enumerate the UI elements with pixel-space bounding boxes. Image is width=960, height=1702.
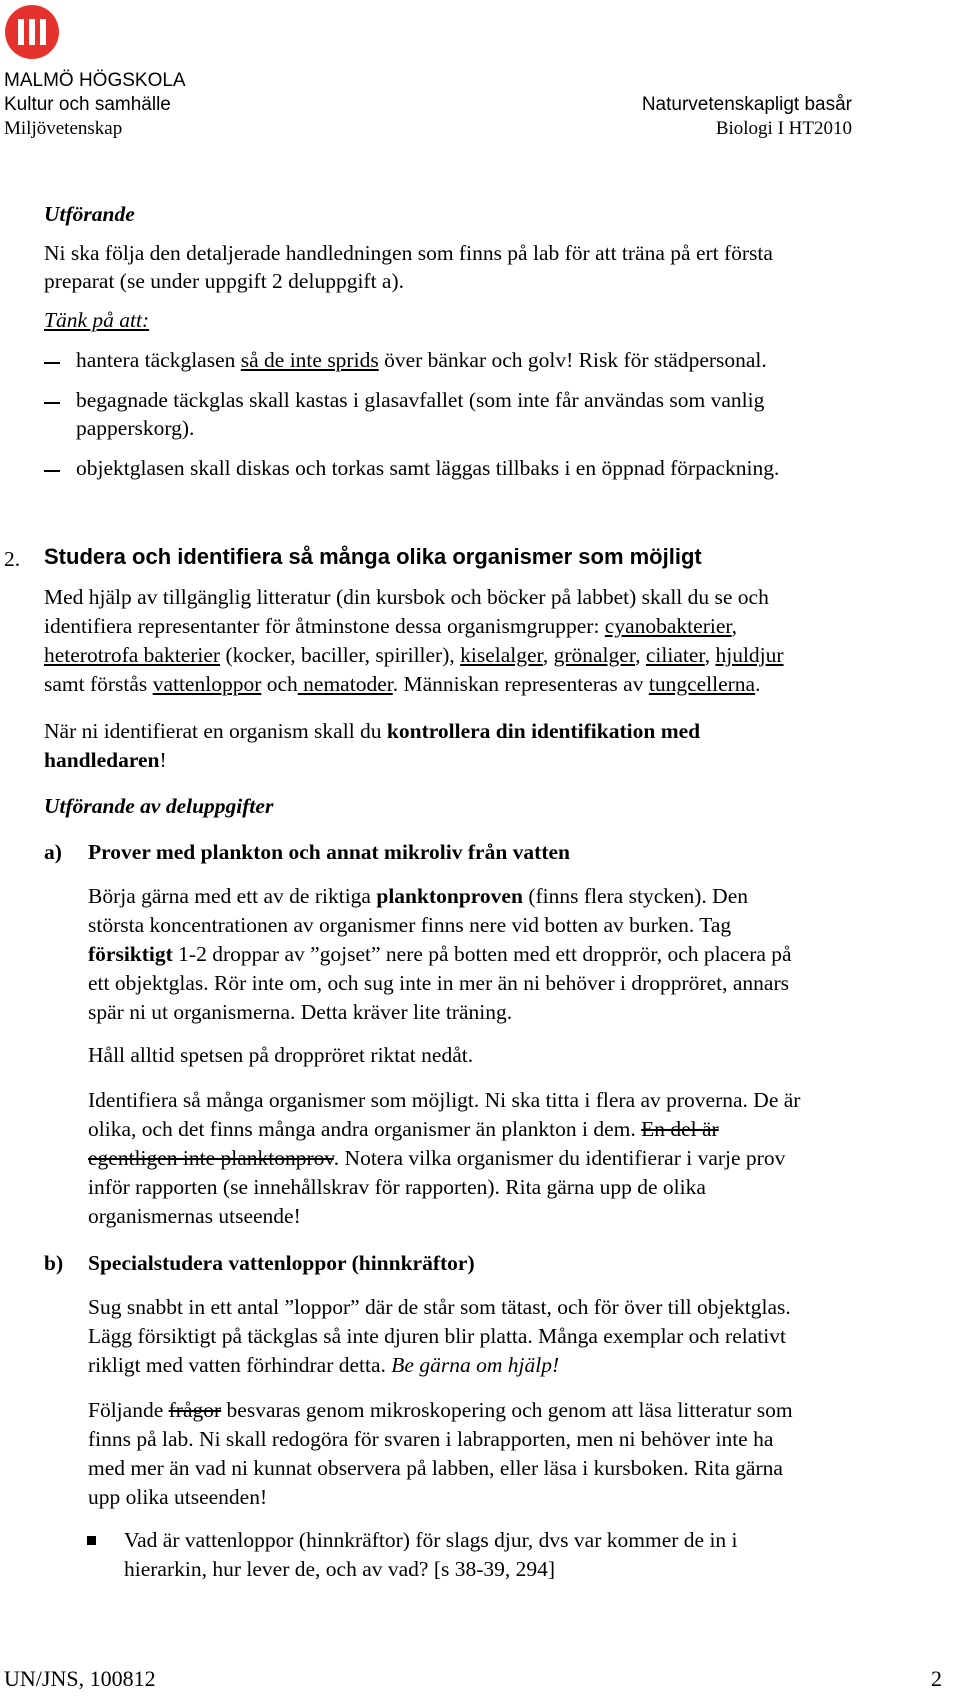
subtask-a-text: inför rapporten (se innehållskrav för rapporten). Rita gärna upp de olika [88, 1175, 706, 1199]
task-text-line: samt förstås vattenloppor och nematoder. Människan representeras av tungcellerna. [44, 672, 761, 696]
subtask-b-text: med mer än vad ni kunnat observera på labben, eller läsa i kursboken. Rita gärna [88, 1456, 783, 1480]
subtask-a-label: a) [44, 840, 62, 864]
task-text-line: identifiera representanter för åtminstone dessa organismgrupper: cyanobakterier, [44, 614, 738, 638]
faculty-name: Kultur och samhälle [4, 94, 171, 115]
subtask-b-text: Följande frågor besvaras genom mikroskopering och genom att läsa litteratur som [88, 1398, 793, 1422]
subtask-a-text: Identifiera så många organismer som möjligt. Ni ska titta i flera av proverna. De är [88, 1088, 801, 1112]
intro-text-line: preparat (se under uppgift 2 deluppgift a). [44, 269, 404, 293]
task-text-line: handledaren! [44, 748, 167, 772]
subtask-a-text: Håll alltid spetsen på droppröret riktat nedåt. [88, 1043, 474, 1067]
course-subject: Biologi I HT2010 [715, 118, 852, 139]
bullet-item: objektglasen skall diskas och torkas samt läggas tillbaks i en öppnad förpackning. [76, 456, 780, 480]
bullet-item: hantera täckglasen så de inte sprids över bänkar och golv! Risk för städpersonal. [76, 348, 767, 372]
malmo-hogskola-logo [4, 4, 60, 60]
intro-text-line: Ni ska följa den detaljerade handledningen som finns på lab för att träna på ert första [44, 241, 773, 265]
page-number: 2 [931, 1666, 942, 1691]
subtask-b-text: Sug snabbt in ett antal ”loppor” där de står som tätast, och för över till objektglas. [88, 1295, 791, 1319]
task-text-line: heterotrofa bakterier (kocker, baciller, spiriller), kiselalger, grönalger, ciliater, hjuldjur [44, 643, 784, 667]
task-number: 2. [4, 547, 21, 571]
bullet-item-continued: papperskorg). [76, 416, 195, 440]
dash-bullet [44, 402, 60, 404]
footer-reference: UN/JNS, 100812 [4, 1666, 156, 1691]
institution-name: MALMÖ HÖGSKOLA [4, 70, 186, 91]
think-heading: Tänk på att: [44, 308, 150, 332]
dash-bullet [44, 470, 60, 472]
subtask-a-text: organismernas utseende! [88, 1204, 301, 1228]
subtask-a-text: största koncentrationen av organismer finns nere vid botten av burken. Tag [88, 913, 732, 937]
subtask-a-text: ett objektglas. Rör inte om, och sug inte in mer än ni behöver i droppröret, annars [88, 971, 789, 995]
dash-bullet [44, 362, 60, 364]
department-name: Miljövetenskap [4, 118, 123, 139]
subtask-a-text: egentligen inte planktonprov. Notera vilka organismer du identifierar i varje prov [88, 1146, 786, 1170]
question-item-continued: hierarkin, hur lever de, och av vad? [s 38-39, 294] [124, 1557, 556, 1581]
subtask-b-text: rikligt med vatten förhindrar detta. Be gärna om hjälp! [88, 1353, 560, 1377]
subtask-b-title: Specialstudera vattenloppor (hinnkräftor) [88, 1251, 475, 1275]
subtask-a-text: försiktigt 1-2 droppar av ”gojset” nere på botten med ett dropprör, och placera på [88, 942, 792, 966]
subtask-b-text: Lägg försiktigt på täckglas så inte djuren blir platta. Många exemplar och relativt [88, 1324, 786, 1348]
task-text-line: Med hjälp av tillgänglig litteratur (din kursbok och böcker på labbet) skall du se och [44, 585, 769, 609]
subtask-b-text: upp olika utseenden! [88, 1485, 268, 1509]
subtask-b-label: b) [44, 1251, 64, 1275]
square-bullet [87, 1536, 96, 1545]
section-heading-utforande: Utförande [44, 202, 135, 226]
bullet-item: begagnade täckglas skall kastas i glasavfallet (som inte får användas som vanlig [76, 388, 765, 412]
question-item: Vad är vattenloppor (hinnkräftor) för slags djur, dvs var kommer de in i [124, 1528, 738, 1552]
task-title: Studera och identifiera så många olika organismer som möjligt [44, 544, 702, 569]
subtasks-heading: Utförande av deluppgifter [44, 794, 274, 818]
subtask-a-text: Börja gärna med ett av de riktiga planktonproven (finns flera stycken). Den [88, 884, 749, 908]
course-name: Naturvetenskapligt basår [641, 94, 852, 115]
subtask-a-title: Prover med plankton och annat mikroliv från vatten [88, 840, 570, 864]
task-text-line: När ni identifierat en organism skall du kontrollera din identifikation med [44, 719, 701, 743]
subtask-a-text: olika, och det finns många andra organismer än plankton i dem. En del är [88, 1117, 719, 1141]
subtask-b-text: finns på lab. Ni skall redogöra för svaren i labrapporten, men ni behöver inte ha [88, 1427, 774, 1451]
subtask-a-text: spär ni ut organismerna. Detta kräver lite träning. [88, 1000, 513, 1024]
